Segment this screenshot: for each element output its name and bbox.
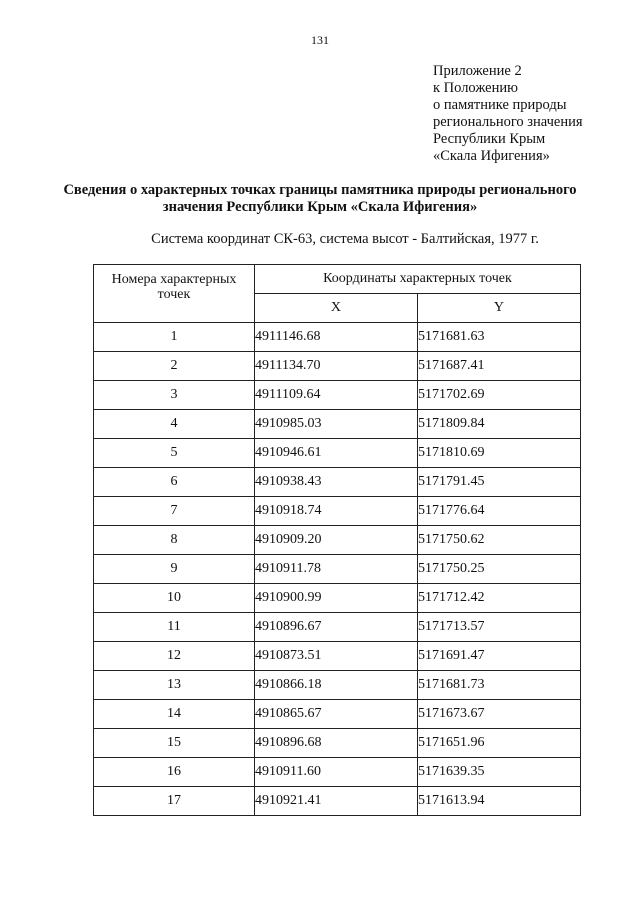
table-row <box>94 410 581 439</box>
table-row <box>94 671 581 700</box>
y-coordinate-cell: 5171776.64 <box>417 497 580 526</box>
table-row <box>94 729 581 758</box>
x-coordinate-cell: 4910909.20 <box>255 526 418 555</box>
table-row <box>94 555 581 584</box>
x-coordinate-cell: 4910896.67 <box>255 613 418 642</box>
x-coordinate-cell: 4910938.43 <box>255 468 418 497</box>
x-coordinate-cell: 4910865.67 <box>255 700 418 729</box>
y-coordinate-cell: 5171651.96 <box>417 729 580 758</box>
x-coordinate-cell: 4910946.61 <box>255 439 418 468</box>
x-coordinate-cell: 4910866.18 <box>255 671 418 700</box>
appendix-line: к Положению <box>433 80 518 96</box>
y-coordinate-cell: 5171791.45 <box>417 468 580 497</box>
table-row <box>94 352 581 381</box>
appendix-line: Республики Крым <box>433 131 546 147</box>
table-row <box>94 700 581 729</box>
table-row <box>94 758 581 787</box>
table-body <box>94 323 581 816</box>
x-coordinate-cell: 4910921.41 <box>255 787 418 816</box>
x-coordinate-cell: 4910985.03 <box>255 410 418 439</box>
document-title: Сведения о характерных точках границы памятника природы регионального значения Республики Крым «Скала Ифигения» <box>63 182 577 215</box>
x-coordinate-cell: 4910911.78 <box>255 555 418 584</box>
y-coordinate-cell: 5171691.47 <box>417 642 580 671</box>
table-row <box>94 526 581 555</box>
y-coordinate-cell: 5171673.67 <box>417 700 580 729</box>
table-row <box>94 439 581 468</box>
x-coordinate-cell: 4910911.60 <box>255 758 418 787</box>
boundary-points-table <box>93 264 581 816</box>
appendix-note <box>433 63 583 165</box>
appendix-line: регионального значения <box>433 114 583 130</box>
y-coordinate-cell: 5171681.63 <box>417 323 580 352</box>
x-coordinate-cell: 4910873.51 <box>255 642 418 671</box>
header-x: X <box>255 294 418 323</box>
x-coordinate-cell: 4911134.70 <box>255 352 418 381</box>
header-point-numbers: Номера характерных точек <box>94 265 255 323</box>
table-header-row <box>94 265 581 294</box>
x-coordinate-cell: 4910896.68 <box>255 729 418 758</box>
table-row <box>94 497 581 526</box>
x-coordinate-cell: 4910918.74 <box>255 497 418 526</box>
point-number-cell: 12 <box>94 642 255 671</box>
point-number-cell: 13 <box>94 671 255 700</box>
point-number-cell: 6 <box>94 468 255 497</box>
table-row <box>94 323 581 352</box>
y-coordinate-cell: 5171810.69 <box>417 439 580 468</box>
header-y: Y <box>417 294 580 323</box>
table-row <box>94 381 581 410</box>
table-row <box>94 642 581 671</box>
point-number-cell: 14 <box>94 700 255 729</box>
y-coordinate-cell: 5171681.73 <box>417 671 580 700</box>
point-number-cell: 5 <box>94 439 255 468</box>
x-coordinate-cell: 4911146.68 <box>255 323 418 352</box>
point-number-cell: 8 <box>94 526 255 555</box>
point-number-cell: 3 <box>94 381 255 410</box>
coordinate-system-caption: Система координат СК-63, система высот - Балтийская, 1977 г. <box>151 231 539 247</box>
x-coordinate-cell: 4911109.64 <box>255 381 418 410</box>
point-number-cell: 7 <box>94 497 255 526</box>
point-number-cell: 9 <box>94 555 255 584</box>
point-number-cell: 17 <box>94 787 255 816</box>
y-coordinate-cell: 5171639.35 <box>417 758 580 787</box>
y-coordinate-cell: 5171713.57 <box>417 613 580 642</box>
point-number-cell: 2 <box>94 352 255 381</box>
y-coordinate-cell: 5171712.42 <box>417 584 580 613</box>
table-row <box>94 613 581 642</box>
point-number-cell: 4 <box>94 410 255 439</box>
point-number-cell: 15 <box>94 729 255 758</box>
y-coordinate-cell: 5171613.94 <box>417 787 580 816</box>
table-row <box>94 468 581 497</box>
y-coordinate-cell: 5171750.25 <box>417 555 580 584</box>
appendix-line: Приложение 2 <box>433 63 522 79</box>
page-number: 131 <box>311 33 329 47</box>
appendix-line: о памятнике природы <box>433 97 567 113</box>
table-row <box>94 584 581 613</box>
point-number-cell: 11 <box>94 613 255 642</box>
y-coordinate-cell: 5171702.69 <box>417 381 580 410</box>
y-coordinate-cell: 5171750.62 <box>417 526 580 555</box>
y-coordinate-cell: 5171687.41 <box>417 352 580 381</box>
point-number-cell: 10 <box>94 584 255 613</box>
x-coordinate-cell: 4910900.99 <box>255 584 418 613</box>
y-coordinate-cell: 5171809.84 <box>417 410 580 439</box>
point-number-cell: 16 <box>94 758 255 787</box>
table-row <box>94 787 581 816</box>
point-number-cell: 1 <box>94 323 255 352</box>
appendix-line: «Скала Ифигения» <box>433 148 550 164</box>
header-coordinates: Координаты характерных точек <box>255 265 581 294</box>
